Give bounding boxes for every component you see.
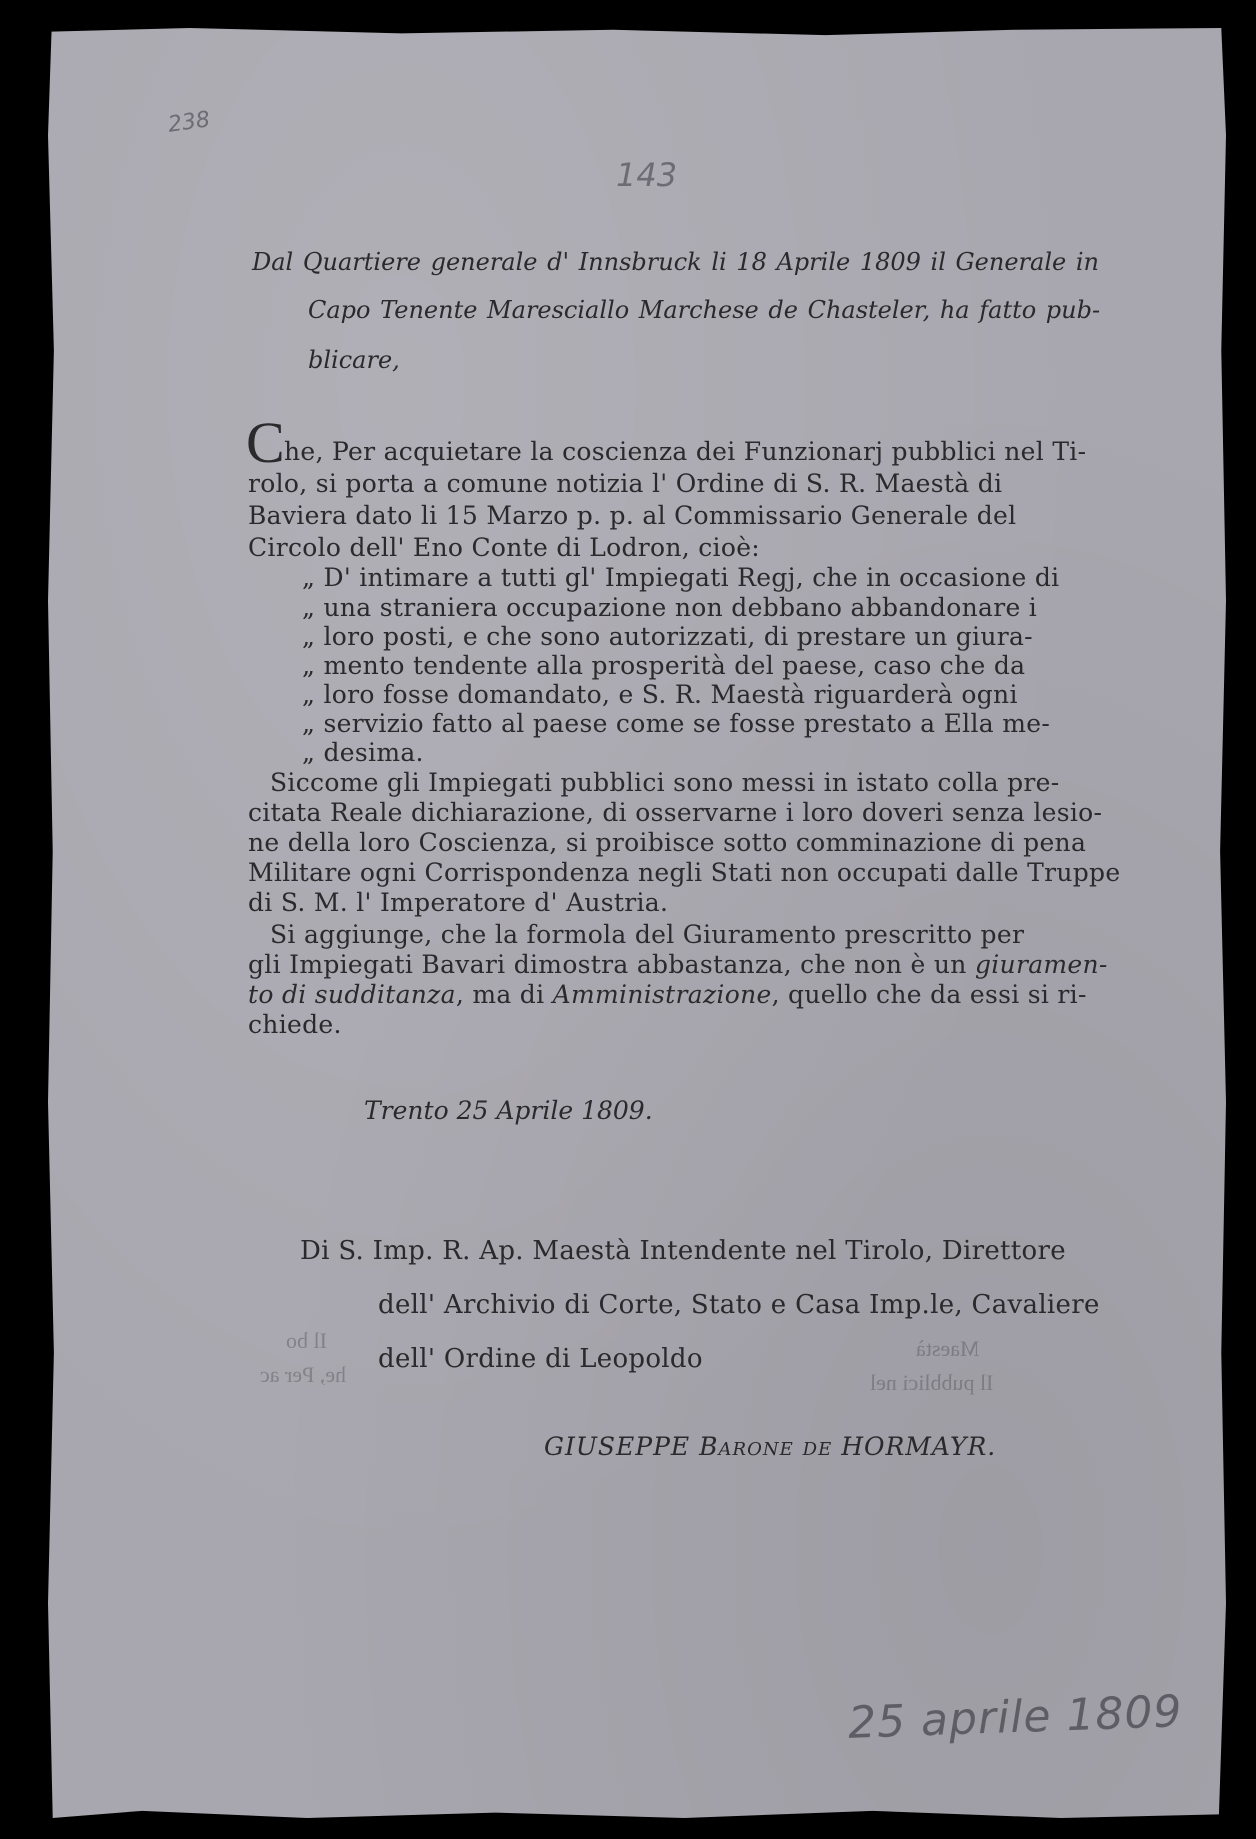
- para2-line: Militare ogni Corrispondenza negli Stati non occupati dalle Truppe: [248, 858, 1121, 887]
- quote-line: „ loro posti, e che sono autorizzati, di prestare un giura-: [302, 622, 1033, 651]
- quote-line: „ desima.: [302, 738, 424, 767]
- para2-line: citata Reale dichiarazione, di osservarne i loro doveri senza lesio-: [248, 798, 1103, 827]
- para3-line-3: [248, 980, 1087, 1009]
- quote-line: „ loro fosse domandato, e S. R. Maestà riguarderà ogni: [302, 680, 1018, 709]
- signatory-first-name: GIUSEPPE: [544, 1432, 691, 1461]
- para2-line: di S. M. l' Imperatore d' Austria.: [248, 888, 669, 917]
- para3-italic-amministrazione: Amministrazione: [552, 980, 772, 1009]
- signature-line-3: dell' Ordine di Leopoldo: [378, 1344, 703, 1374]
- quote-line: „ servizio fatto al paese come se fosse prestato a Ella me-: [302, 709, 1051, 738]
- para1-line-4: Circolo dell' Eno Conte di Lodron, cioè:: [248, 533, 761, 562]
- heading-line-3: blicare,: [308, 346, 400, 374]
- signature-line-1: Di S. Imp. R. Ap. Maestà Intendente nel Tirolo, Direttore: [300, 1236, 1066, 1266]
- quote-line: „ una straniera occupazione non debbano abbandonare i: [302, 593, 1038, 622]
- heading-line-1: Dal Quartiere generale d' Innsbruck li 18 Aprile 1809 il Generale in: [252, 248, 1099, 276]
- para3-line-3-end: , quello che da essi si ri-: [771, 980, 1087, 1009]
- quote-line: „ D' intimare a tutti gl' Impiegati Regj, che in occasione di: [302, 563, 1060, 592]
- para3-italic-sudditanza: to di sudditanza: [248, 980, 456, 1009]
- bleed-through-text: he, Per ac: [260, 1362, 347, 1387]
- para3-line-2: [248, 950, 1108, 979]
- drop-cap: C: [246, 410, 285, 475]
- bleed-through-text: Il pubblici nel: [870, 1370, 994, 1395]
- para3-line-2-text: gli Impiegati Bavari dimostra abbastanza, che non è un: [248, 950, 975, 979]
- handwritten-date: 25 aprile 1809: [847, 1686, 1184, 1749]
- dateline: Trento 25 Aprile 1809.: [364, 1096, 653, 1125]
- para1-line-2: rolo, si porta a comune notizia l' Ordine di S. R. Maestà di: [248, 469, 1003, 498]
- archive-number-top: 143: [616, 156, 678, 194]
- bleed-through-text: Maestà: [916, 1336, 980, 1361]
- quote-line: „ mento tendente alla prosperità del paese, caso che da: [302, 651, 1026, 680]
- heading-line-2: Capo Tenente Maresciallo Marchese de Chasteler, ha fatto pub-: [308, 296, 1101, 324]
- signatory-name: [544, 1432, 996, 1461]
- para3-line-3-mid: , ma di: [455, 980, 553, 1009]
- archive-number-left: 238: [166, 107, 212, 138]
- para3-line-4: chiede.: [248, 1010, 342, 1039]
- signatory-title: Barone de: [699, 1432, 833, 1461]
- para2-line: Siccome gli Impiegati pubblici sono messi in istato colla pre-: [270, 768, 1060, 797]
- para2-line: ne della loro Coscienza, si proibisce sotto comminazione di pena: [248, 828, 1087, 857]
- para1-line-1: he, Per acquietare la coscienza dei Funzionarj pubblici nel Ti-: [284, 437, 1087, 466]
- signatory-surname: HORMAYR.: [841, 1432, 997, 1461]
- bleed-through-text: Il bo: [286, 1328, 327, 1353]
- signature-line-2: dell' Archivio di Corte, Stato e Casa Imp.le, Cavaliere: [378, 1290, 1100, 1320]
- para1-line-3: Baviera dato li 15 Marzo p. p. al Commissario Generale del: [248, 501, 1017, 530]
- para3-line-1: Si aggiunge, che la formola del Giuramento prescritto per: [270, 920, 1025, 949]
- para3-italic-giuramento: giuramen-: [974, 950, 1108, 979]
